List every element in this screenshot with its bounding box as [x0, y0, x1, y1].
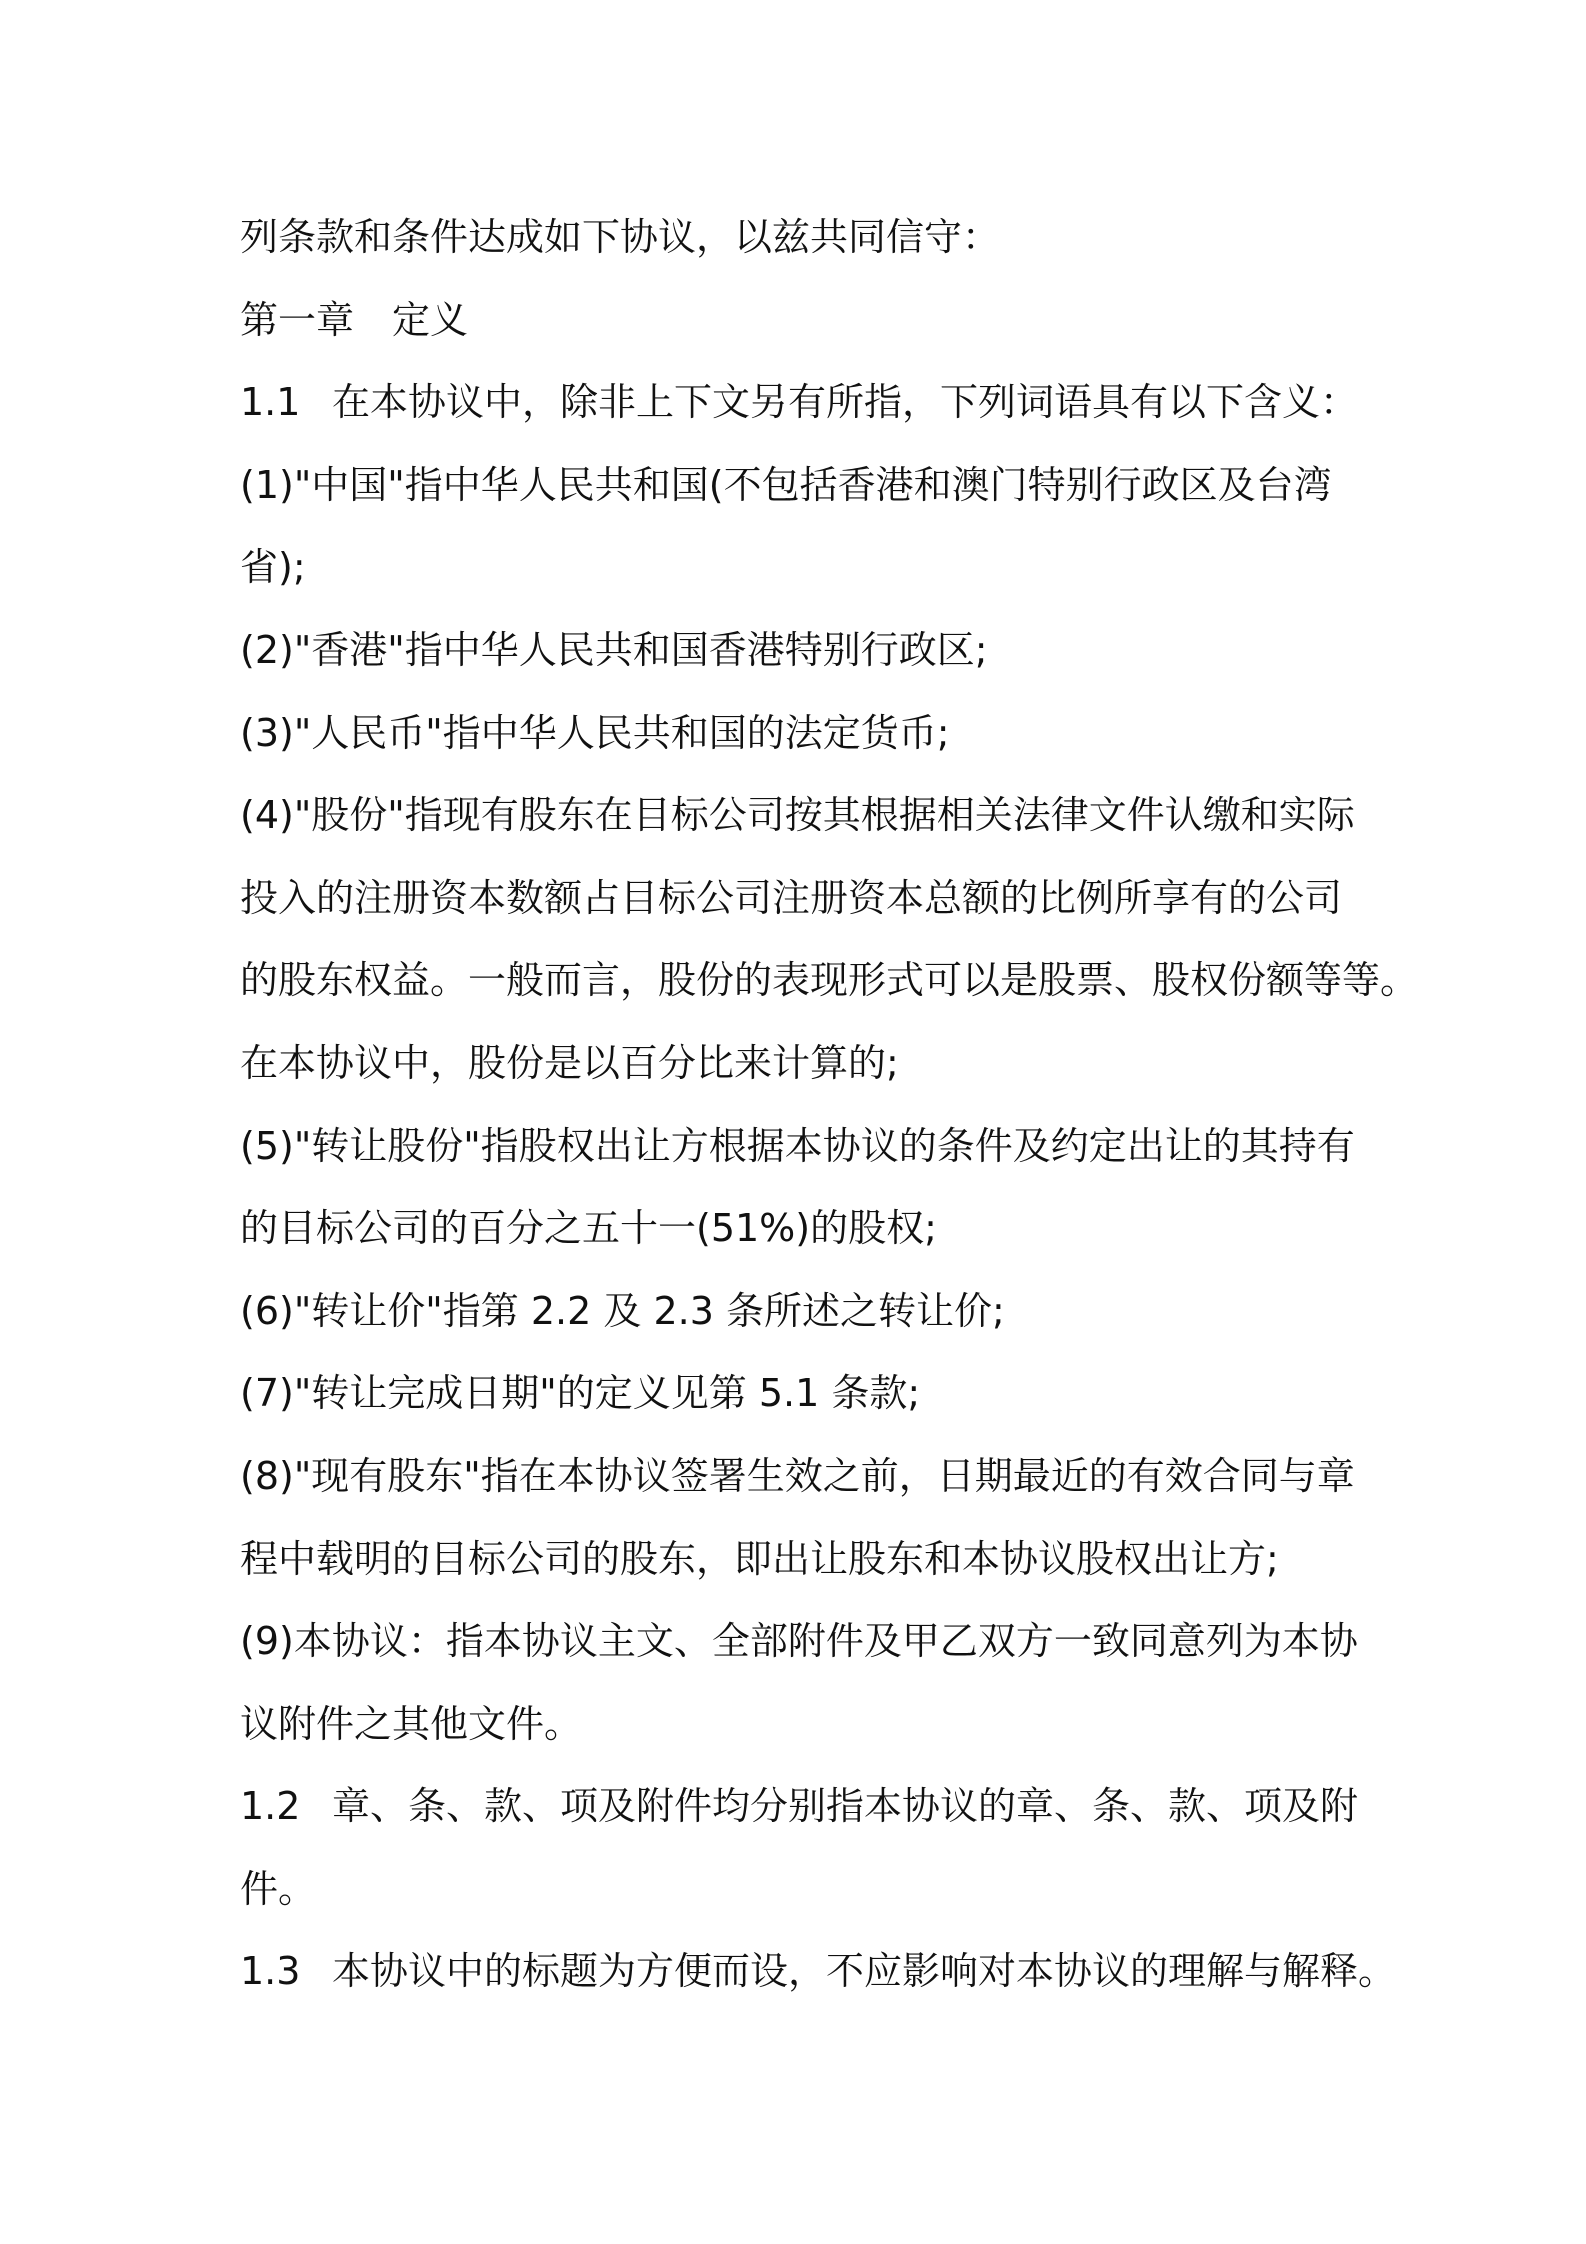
document-body	[240, 196, 1419, 2013]
definition-4-line-2: 投入的注册资本数额占目标公司注册资本总额的比例所享有的公司	[240, 875, 1343, 920]
chapter-label: 第一章	[240, 297, 355, 342]
definition-9-line-1: (9)本协议：指本协议主文、全部附件及甲乙双方一致同意列为本协	[240, 1619, 1358, 1664]
clause-1-2-text: 章、条、款、项及附件均分别指本协议的章、条、款、项及附	[332, 1784, 1359, 1829]
clause-1-2-number: 1.2	[240, 1784, 301, 1829]
definition-9-line-2: 议附件之其他文件。	[240, 1701, 583, 1746]
chapter-heading	[240, 279, 1370, 362]
chapter-title: 定义	[392, 297, 469, 342]
definition-1-line-1: (1)"中国"指中华人民共和国(不包括香港和澳门特别行政区及台湾	[240, 462, 1332, 507]
clause-1-3-number: 1.3	[240, 1949, 301, 1994]
definition-4-line-4: 在本协议中，股份是以百分比来计算的;	[240, 1040, 899, 1085]
definition-7-line-1: (7)"转让完成日期"的定义见第 5.1 条款;	[240, 1371, 921, 1416]
definition-1-line-2: 省);	[240, 545, 306, 590]
clause-1-3	[240, 1930, 1397, 2013]
definition-4-line-3: 的股东权益。一般而言，股份的表现形式可以是股票、股权份额等等。	[240, 958, 1419, 1003]
definition-2-line-1: (2)"香港"指中华人民共和国香港特别行政区;	[240, 627, 988, 672]
clause-1-1	[240, 361, 1370, 444]
clause-1-2-line-2: 件。	[240, 1866, 317, 1911]
definition-8-line-1: (8)"现有股东"指在本协议签署生效之前，日期最近的有效合同与章	[240, 1453, 1355, 1498]
clause-1-3-text: 本协议中的标题为方便而设，不应影响对本协议的理解与解释。	[332, 1949, 1397, 1994]
clause-1-2-line-1	[240, 1765, 1370, 1848]
definition-4-line-1: (4)"股份"指现有股东在目标公司按其根据相关法律文件认缴和实际	[240, 793, 1355, 838]
intro-line: 列条款和条件达成如下协议，以兹共同信守：	[240, 215, 1001, 259]
definition-5-line-2: 的目标公司的百分之五十一(51%)的股权;	[240, 1206, 937, 1251]
definition-6-line-1: (6)"转让价"指第 2.2 及 2.3 条所述之转让价;	[240, 1288, 1005, 1333]
definition-3-line-1: (3)"人民币"指中华人民共和国的法定货币;	[240, 710, 950, 755]
definition-5-line-1: (5)"转让股份"指股权出让方根据本协议的条件及约定出让的其持有	[240, 1123, 1355, 1168]
clause-1-1-text: 在本协议中，除非上下文另有所指，下列词语具有以下含义：	[332, 380, 1359, 425]
definition-8-line-2: 程中载明的目标公司的股东，即出让股东和本协议股权出让方;	[240, 1536, 1279, 1581]
clause-1-1-number: 1.1	[240, 380, 301, 425]
